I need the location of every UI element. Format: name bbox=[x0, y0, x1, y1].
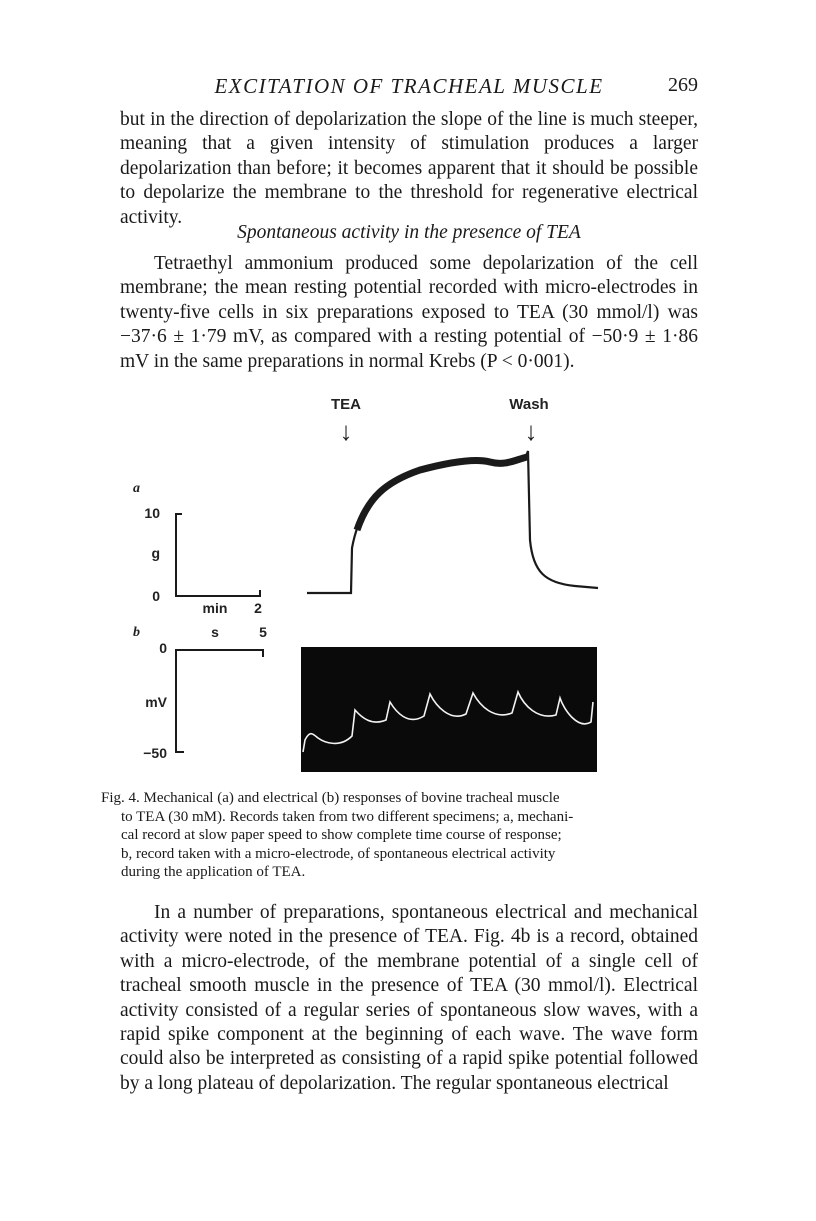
caption-line: cal record at slow paper speed to show complete time course of response; bbox=[121, 827, 562, 844]
caption-line: b, record taken with a micro-electrode, of spontaneous electrical activity bbox=[121, 845, 556, 862]
scale-a-time-value: 2 bbox=[254, 600, 262, 616]
tea-arrow-icon: ↓ bbox=[339, 416, 353, 446]
scale-bar-a bbox=[176, 514, 260, 596]
wash-arrow-icon: ↓ bbox=[524, 416, 538, 446]
tea-marker-label: TEA bbox=[331, 396, 361, 413]
caption-line: during the application of TEA. bbox=[121, 864, 306, 881]
running-title: EXCITATION OF TRACHEAL MUSCLE bbox=[214, 74, 604, 98]
scale-a-time-unit: min bbox=[202, 600, 228, 616]
scale-a-unit: g bbox=[151, 545, 160, 561]
scale-b-bottom: −50 bbox=[143, 745, 167, 761]
scale-b-time-unit: s bbox=[211, 624, 219, 640]
mechanical-trace bbox=[307, 451, 598, 593]
page-number: 269 bbox=[668, 74, 698, 96]
section-title: Spontaneous activity in the presence of TEA bbox=[237, 222, 581, 243]
caption-line: to TEA (30 mM). Records taken from two different specimens; a, mechani- bbox=[121, 808, 574, 825]
figure-4 bbox=[0, 380, 816, 780]
paragraph-1: but in the direction of depolarization the slope of the line is much steeper, meaning that a given intensity of stimulation produces a larger depolarization than before; it becomes apparent that it should be possible to depolarize the membrane to the threshold for regenerative electrical activity. bbox=[120, 109, 698, 228]
scale-a-bottom: 0 bbox=[152, 588, 160, 604]
wash-marker-label: Wash bbox=[509, 396, 549, 413]
scale-b-top: 0 bbox=[159, 640, 167, 656]
panel-b-label: b bbox=[133, 625, 140, 640]
electrical-record-background bbox=[301, 647, 597, 772]
scale-b-unit: mV bbox=[145, 694, 167, 710]
paragraph-3: In a number of preparations, spontaneous electrical and mechanical activity were noted in the presence of TEA. Fig. 4b is a record, obtained with a micro-electrode, of the membrane potential of a single cell of tracheal smooth muscle in the presence of TEA (30 mmol/l). Electrical activity consisted of a regular series of spontaneous slow waves, with a rapid spike component at the beginning of each wave. The wave form could also be interpreted as consisting of a rapid spike potential followed by a long plateau of depolarization. The regular spontaneous electrical bbox=[120, 902, 698, 1094]
figure-caption bbox=[101, 789, 698, 882]
scale-b-time-value: 5 bbox=[259, 624, 267, 640]
panel-a-label: a bbox=[133, 481, 140, 496]
page-header bbox=[120, 74, 698, 102]
mechanical-trace-band bbox=[357, 457, 527, 530]
scale-a-top: 10 bbox=[144, 505, 160, 521]
scale-bar-b bbox=[176, 650, 263, 752]
caption-line: Fig. 4. Mechanical (a) and electrical (b) responses of bovine tracheal muscle bbox=[101, 790, 560, 806]
paragraph-2: Tetraethyl ammonium produced some depolarization of the cell membrane; the mean resting potential recorded with micro-electrodes in twenty-five cells in six preparations exposed to TEA (30 mmol/l) was −37·6 ± 1·79 mV, as compared with a resting potential of −50·9 ± 1·86 mV in the same preparations in normal Krebs (P < 0·001). bbox=[120, 253, 698, 372]
